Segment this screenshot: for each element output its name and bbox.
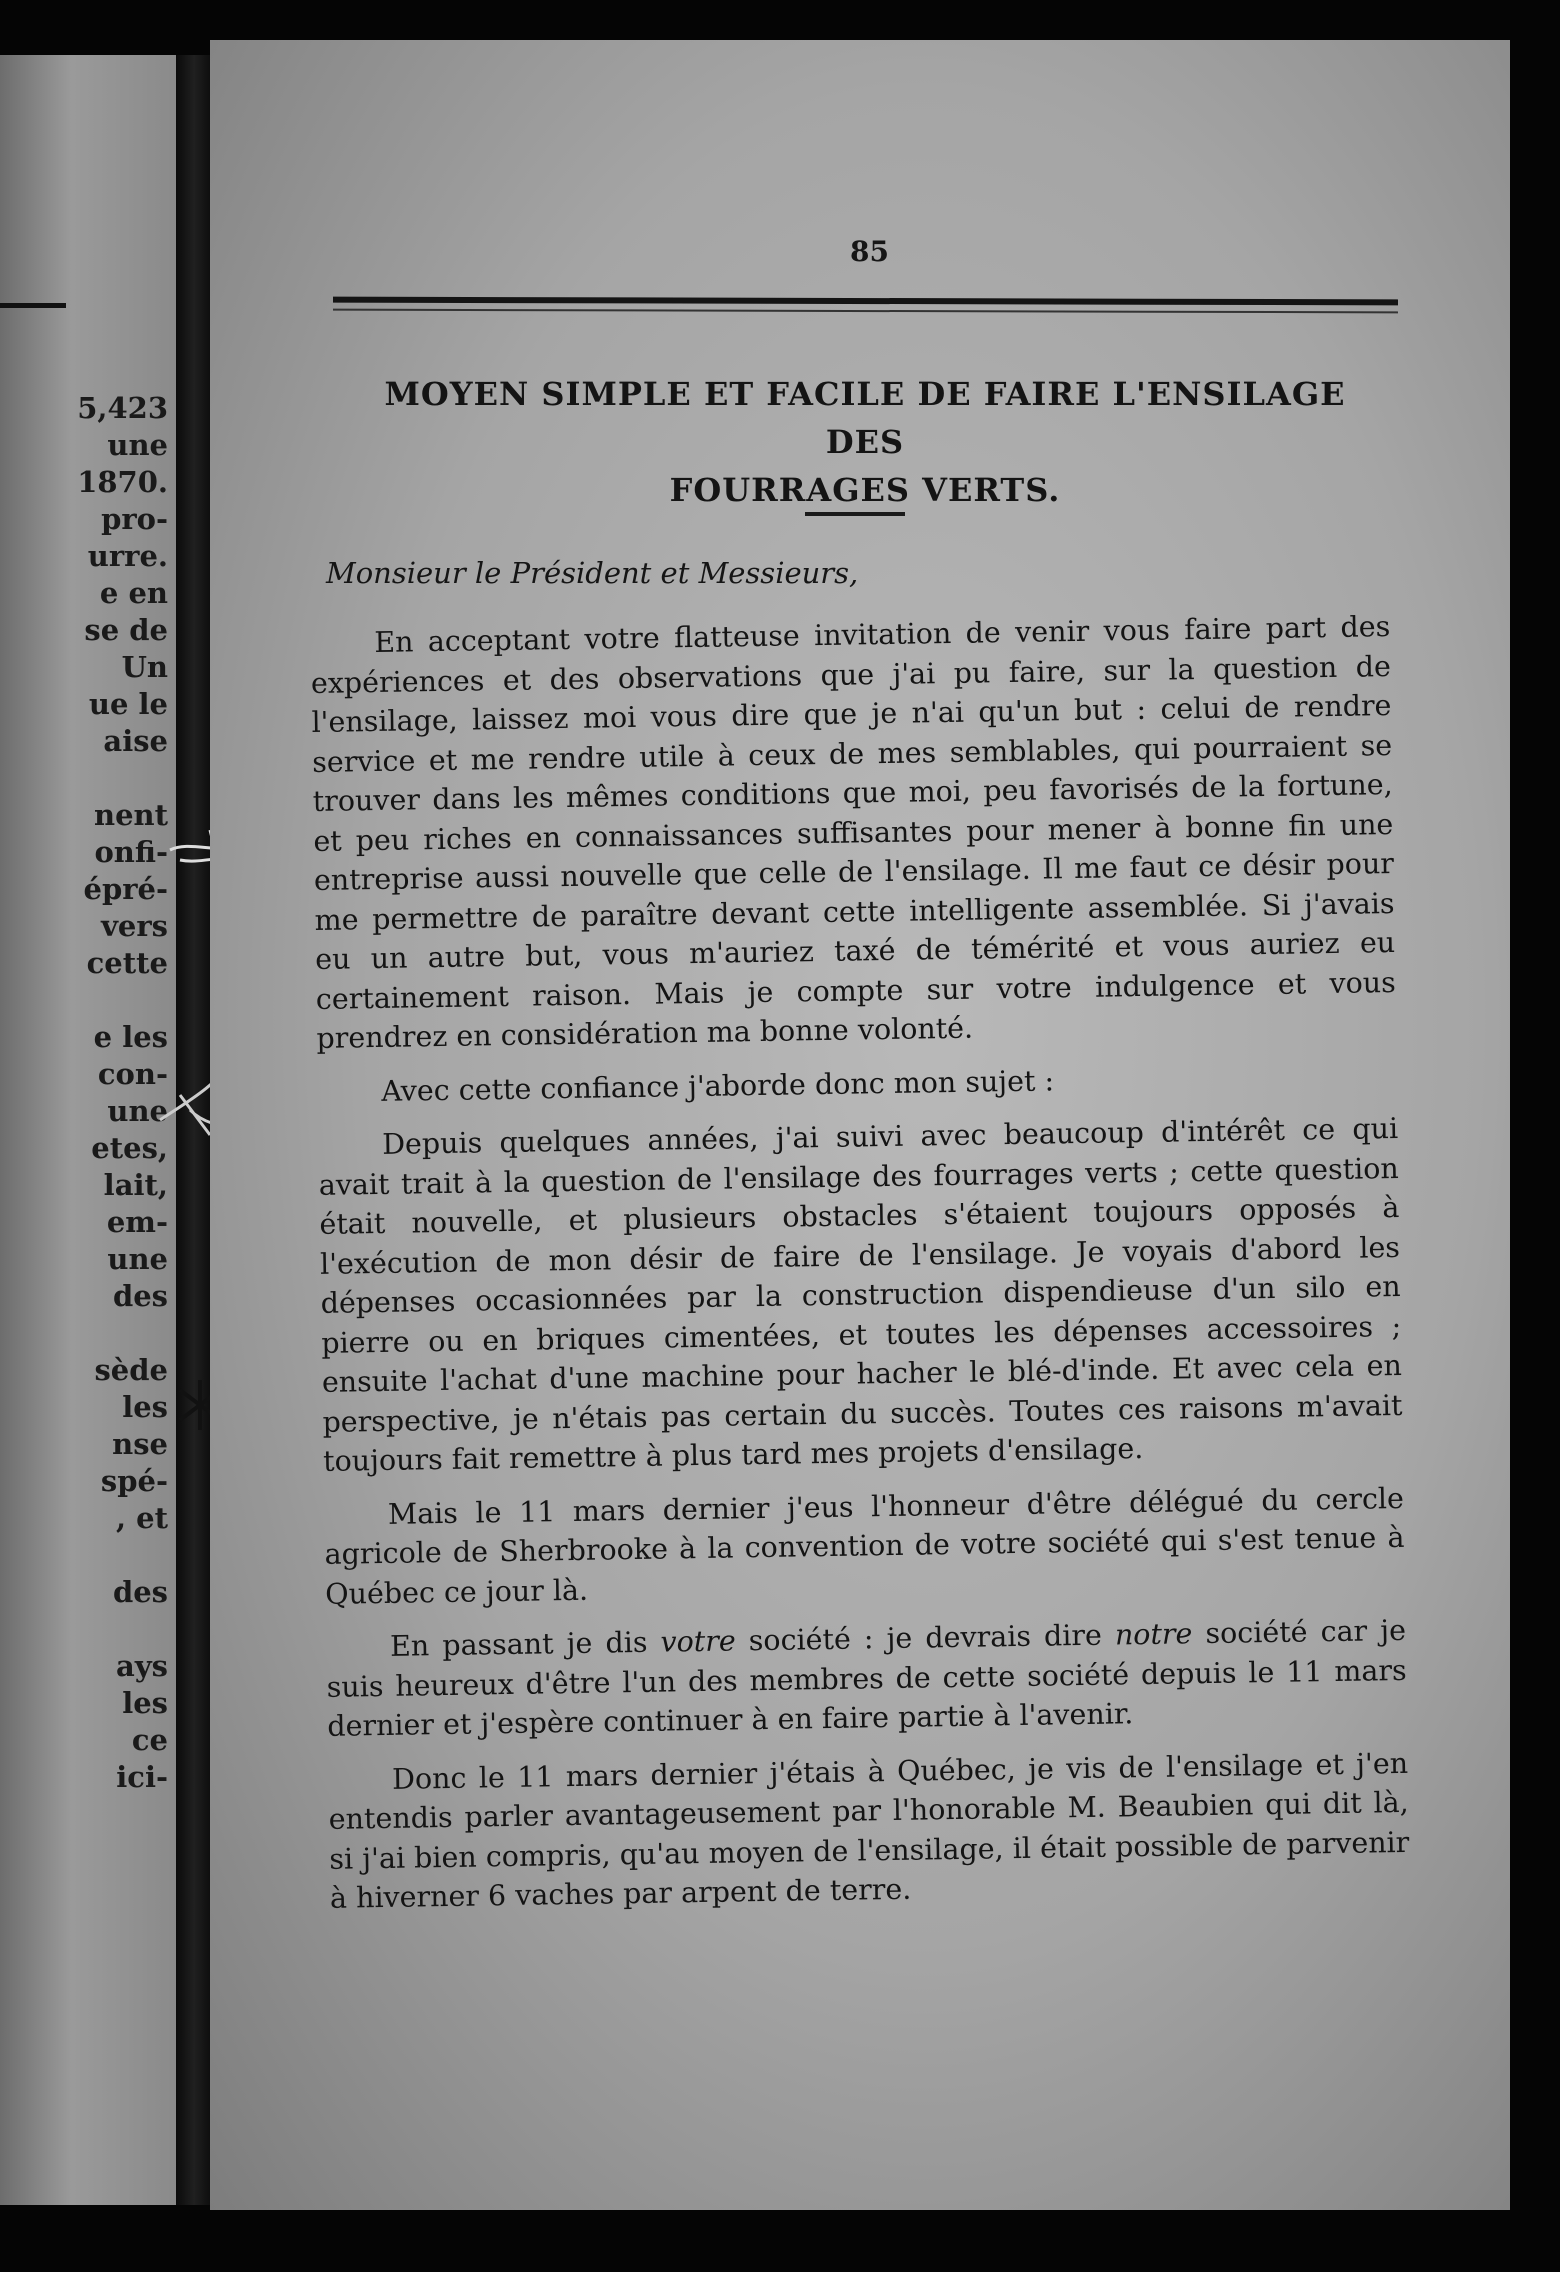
title-line-1: MOYEN SIMPLE ET FACILE DE FAIRE L'ENSILAGE DES <box>384 375 1346 461</box>
article-body <box>310 607 1410 1932</box>
page-number: 85 <box>850 235 889 268</box>
paragraph-1: En acceptant votre flatteuse invitation de venir vous faire part des expériences et des observations que j'ai pu faire, sur la question de l'ensilage, laissez moi vous dire que je n'ai qu'un but : celui de rendre service et me rendre utile à ceux de mes semblables, qui pourraient se trouver dans les mêmes conditions que moi, peu favorisés de la fortune, et peu riches en connaissances suffisantes pour mener à bonne fin une entreprise aussi nouvelle que celle de l'ensilage. Il me faut ce désir pour me permettre de paraître devant cette intelligente assemblée. Si j'avais eu un autre but, vous m'auriez taxé de témérité et vous auriez eu certainement raison. Mais je compte sur votre indulgence et vous prendrez en considération ma bonne volonté. <box>310 610 1397 1055</box>
previous-page-fragment: vers <box>101 909 168 943</box>
previous-page-fragment <box>0 1537 168 1574</box>
previous-page-text-fragments <box>0 390 168 1796</box>
previous-page-fragment: e en <box>99 576 168 610</box>
previous-page-fragment: pro- <box>101 502 168 536</box>
paragraph-5-part-a: En passant je dis <box>389 1625 661 1663</box>
previous-page-fragment: se de <box>84 613 168 647</box>
previous-page-fragment: une <box>107 1242 168 1276</box>
paragraph-5-emphasis-notre: notre <box>1114 1617 1193 1652</box>
previous-page-fragment: nent <box>93 798 168 832</box>
paragraph-5-emphasis-votre: votre <box>660 1624 736 1659</box>
previous-page-fragment: onfi- <box>94 835 168 869</box>
previous-page-fragment: 1870. <box>77 465 168 499</box>
previous-page-fragment: des <box>112 1279 168 1313</box>
previous-page-fragment: une <box>107 428 168 462</box>
previous-page-fragment: une <box>107 1094 168 1128</box>
previous-page-fragment: cette <box>86 946 168 980</box>
previous-page-fragment: Un <box>121 650 168 684</box>
paragraph-2: Avec cette confiance j'aborde donc mon sujet : <box>381 1063 1055 1108</box>
previous-page-fragment: ce <box>131 1723 168 1757</box>
previous-page-fragment <box>0 1315 168 1352</box>
previous-page-fragment: aise <box>103 724 168 758</box>
previous-page-fragment <box>0 982 168 1019</box>
paragraph-3: Depuis quelques années, j'ai suivi avec beaucoup d'intérêt ce qui avait trait à la question de l'ensilage des fourrages verts ; cette question était nouvelle, et plusieurs obstacles s'étaient toujours opposés à l'exécution de mon désir de faire de l'ensilage. Je voyais d'abord les dépenses occasionnées par la construction dispendieuse d'un silo en pierre ou en briques cimentées, et toutes les dépenses accessoires ; ensuite l'achat d'une machine pour hacher le blé-d'inde. Et avec cela en perspective, je n'étais pas certain du succès. Toutes ces raisons m'avait toujours fait remettre à plus tard mes projets d'ensilage. <box>318 1111 1403 1478</box>
title-line-2: FOURRAGES VERTS. <box>669 471 1061 509</box>
previous-page-fragment: ays <box>116 1649 168 1683</box>
previous-page-rule <box>0 303 66 308</box>
previous-page-fragment: ici- <box>116 1760 168 1794</box>
previous-page-fragment <box>0 1611 168 1648</box>
previous-page-fragment: les <box>122 1686 168 1720</box>
previous-page-fragment: sède <box>94 1353 168 1387</box>
previous-page-fragment: etes, <box>91 1131 168 1165</box>
previous-page-fragment <box>0 760 168 797</box>
paragraph-5-part-b: société : je devrais dire <box>735 1618 1116 1658</box>
paragraph-4: Mais le 11 mars dernier j'eus l'honneur d'être délégué du cercle agricole de Sherbrooke à la convention de votre société qui s'est tenue à Québec ce jour là. <box>324 1481 1405 1611</box>
previous-page-fragment: em- <box>106 1205 168 1239</box>
previous-page-fragment: ue le <box>88 687 168 721</box>
previous-page-fragment: lait, <box>103 1168 168 1202</box>
paragraph-5 <box>326 1611 1408 1746</box>
previous-page-fragment: nse <box>112 1427 168 1461</box>
previous-page-fragment: épré- <box>83 872 168 906</box>
article-title <box>360 370 1370 514</box>
title-separator <box>805 512 905 516</box>
previous-page-fragment: , et <box>115 1501 168 1535</box>
salutation: Monsieur le Président et Messieurs, <box>326 556 859 590</box>
previous-page-fragment: e les <box>93 1020 168 1054</box>
previous-page-fragment: spé- <box>100 1464 168 1498</box>
previous-page-fragment: 5,423 <box>77 391 168 425</box>
paragraph-5-part-c: société car je suis heureux d'être l'un des membres de cette société depuis le 11 mars dernier et j'espère continuer à en faire partie à l'avenir. <box>326 1613 1407 1743</box>
previous-page-fragment: les <box>122 1390 168 1424</box>
previous-page-fragment: des <box>112 1575 168 1609</box>
previous-page-fragment: urre. <box>87 539 168 573</box>
previous-page-fragment: con- <box>97 1057 168 1091</box>
paragraph-6: Donc le 11 mars dernier j'étais à Québec, je vis de l'ensilage et j'en entendis parler avantageusement par l'honorable M. Beaubien qui dit là, si j'ai bien compris, qu'au moyen de l'ensilage, il était possible de parvenir à hiverner 6 vaches par arpent de terre. <box>328 1746 1410 1915</box>
